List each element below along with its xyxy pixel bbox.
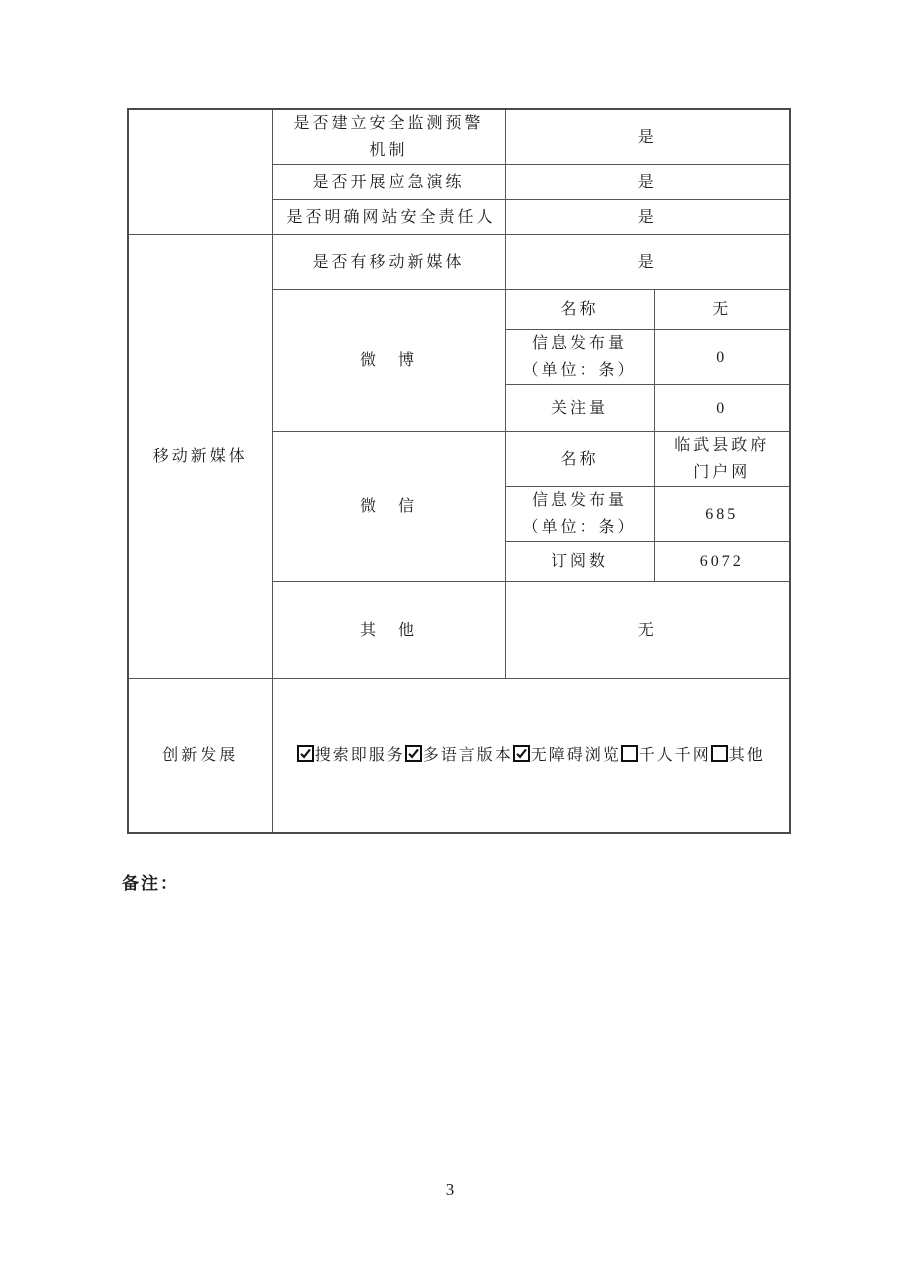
- checked-checkbox-icon[interactable]: [405, 745, 422, 762]
- weixin-subscribers-value: 6072: [654, 542, 790, 582]
- table-row: [128, 679, 790, 833]
- weixin-posts-value: 685: [654, 487, 790, 542]
- checkbox-item-multilingual[interactable]: [405, 742, 513, 769]
- checkbox-item-accessibility[interactable]: [513, 742, 621, 769]
- checkbox-label: 无障碍浏览: [530, 746, 621, 764]
- checked-checkbox-icon[interactable]: [297, 745, 314, 762]
- page-number: 3: [445, 1180, 455, 1199]
- other-media-label: 其 他: [272, 582, 505, 679]
- security-row-label: [272, 109, 505, 165]
- table-row: [128, 235, 790, 290]
- security-row-label: [272, 200, 505, 235]
- row-label-text: 是否开展应急演练: [312, 173, 465, 191]
- weibo-posts-value: 0: [654, 330, 790, 385]
- row-label-text: 是否建立安全监测预警机制: [293, 115, 484, 159]
- has-mobile-label: 是否有移动新媒体: [272, 235, 505, 290]
- has-mobile-value: 是: [505, 235, 790, 290]
- metric-label-line: 名称: [560, 450, 599, 468]
- checkbox-label: 其他: [728, 746, 765, 764]
- note-label: 备注：: [122, 874, 179, 893]
- metric-label-line: （单位：条）: [522, 362, 637, 379]
- unchecked-checkbox-icon[interactable]: [621, 745, 638, 762]
- checkbox-item-other[interactable]: [711, 742, 765, 769]
- prev-section-empty-cell: [128, 109, 272, 235]
- metric-label-line: 名称: [560, 301, 599, 318]
- security-row-value: 是: [505, 200, 790, 235]
- metric-label-line: 信息发布量: [531, 335, 627, 352]
- table-row: [128, 109, 790, 165]
- weibo-label-cell: 微 博: [272, 290, 505, 432]
- mobile-media-section-label: 移动新媒体: [128, 235, 272, 679]
- innovation-options-cell: [272, 679, 790, 833]
- weixin-subscribers-label: [505, 542, 654, 582]
- metric-label-line: 信息发布量: [531, 492, 627, 509]
- metric-label-line: （单位：条）: [522, 519, 637, 536]
- innovation-section-label: 创新发展: [128, 679, 272, 833]
- checkbox-label: 搜索即服务: [314, 746, 405, 764]
- row-label-text: 是否明确网站安全责任人: [286, 208, 496, 226]
- weibo-name-label: [505, 290, 654, 330]
- metric-label-line: 订阅数: [550, 553, 608, 570]
- weibo-followers-label: [505, 385, 654, 432]
- security-row-value: 是: [505, 165, 790, 200]
- checkbox-label: 多语言版本: [422, 746, 513, 764]
- weibo-name-value: 无: [654, 290, 790, 330]
- checked-checkbox-icon[interactable]: [513, 745, 530, 762]
- unchecked-checkbox-icon[interactable]: [711, 745, 728, 762]
- weibo-posts-label: [505, 330, 654, 385]
- weixin-label-cell: 微 信: [272, 432, 505, 582]
- metric-label-line: 关注量: [550, 399, 608, 417]
- weixin-name-value: 临武县政府门户网: [654, 432, 790, 487]
- checkbox-label: 千人千网: [638, 746, 711, 764]
- security-row-value: 是: [505, 109, 790, 165]
- weixin-posts-label: [505, 487, 654, 542]
- weibo-followers-value: 0: [654, 385, 790, 432]
- weixin-name-label: [505, 432, 654, 487]
- other-media-value: 无: [505, 582, 790, 679]
- security-row-label: [272, 165, 505, 200]
- checkbox-item-search-service[interactable]: [297, 742, 405, 769]
- annual-report-table: [127, 108, 791, 834]
- checkbox-item-personalized[interactable]: [621, 742, 711, 769]
